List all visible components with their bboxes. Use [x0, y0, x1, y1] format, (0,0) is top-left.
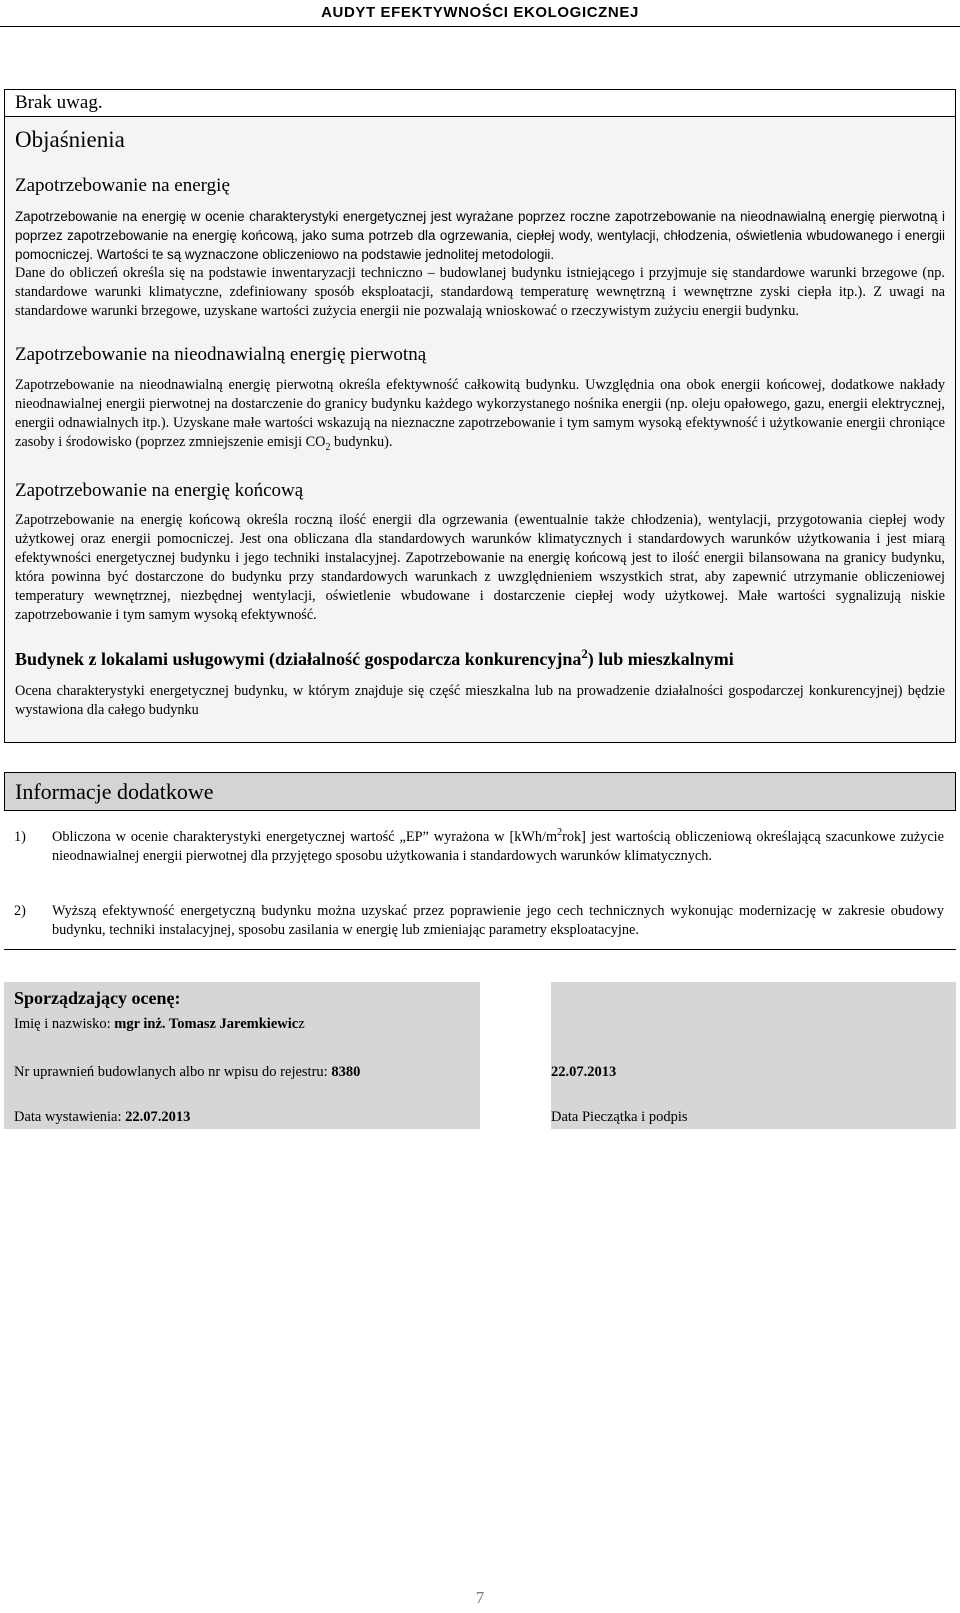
license-value: 8380 [331, 1064, 361, 1080]
mixed-building-heading-sup: 2 [581, 647, 588, 661]
list-item-number: 2) [14, 903, 26, 919]
energy-demand-text-serif-content: Dane do obliczeń określa się na podstawie inwentaryzacji techniczno – budowlanej budynku istniejącego i przyjmuje się standardowe warunki brzegowe (np. standardowe warunki klimatyczne, zdefiniowany sposób eksploatacji, standardową temperaturę wewnętrzną i wewnętrzne zyski ciepła itp.). Z uwagi na standardowe warunki brzegowe, uzyskane wartości zużycia energii nie pozwalają wnioskować o rzeczywistym zużyciu energii budynku. [15, 265, 945, 319]
mixed-building-heading-part2: ) lub mieszkalnymi [587, 649, 734, 669]
energy-demand-text-serif [15, 264, 945, 321]
mixed-building-heading-part1: Budynek z lokalami usługowymi (działalność gospodarcza konkurencyjna [15, 649, 582, 669]
unit-superscript: 2 [557, 827, 563, 839]
list-item-text: Wyższą efektywność energetyczną budynku można uzyskać przez poprawienie jego cech technicznych wykonując modernizację w zakresie obudowy budynku, techniki instalacyjnej, sposobu zasilania w energię lub zmieniając parametry eksploatacyjne. [52, 903, 944, 938]
additional-info-list [4, 811, 956, 938]
license-line [14, 1064, 360, 1081]
energy-demand-heading: Zapotrzebowanie na energię [15, 175, 230, 196]
list-item-number: 1) [14, 829, 26, 845]
page-number: 7 [475, 1588, 485, 1607]
header-divider [0, 26, 960, 27]
assessor-name-label: Imię i nazwisko: [14, 1016, 115, 1032]
issue-date-line [14, 1109, 190, 1126]
co2-subscript: 2 [325, 441, 331, 453]
section-divider [4, 949, 956, 950]
stamp-caption: Data Pieczątka i podpis [551, 1109, 688, 1125]
stamp-date: 22.07.2013 [551, 1064, 617, 1080]
document-header-title: AUDYT EFEKTYWNOŚCI EKOLOGICZNEJ [321, 4, 639, 21]
primary-energy-heading: Zapotrzebowanie na nieodnawialną energię pierwotną [15, 344, 427, 365]
explanations-title: Objaśnienia [15, 127, 125, 152]
primary-energy-text-part1: Zapotrzebowanie na nieodnawialną energię pierwotną określa efektywność całkowitą budynku. Uwzględnia ona obok energii końcowej, dodatkowe nakłady nieodnawialnej energii pierwotnej na dostarczenie do granicy budynku każdego wykorzystanego nośnika energii (np. oleju opałowego, gazu, energii elektrycznej, energii odnawialnych itp.). Uzyskane małe wartości wskazują na nieznaczne zapotrzebowanie i tym samym wysoką efektywność i użytkowanie energii chroniące zasoby i środowisko (poprzez zmniejszenie emisji CO [15, 377, 945, 450]
signature-left-panel [4, 982, 480, 1129]
additional-info-title: Informacje dodatkowe [4, 772, 956, 811]
assessor-name-tail: z [298, 1016, 305, 1032]
mixed-building-heading [15, 647, 734, 671]
issue-date-value: 22.07.2013 [125, 1109, 191, 1125]
energy-demand-text-sans: Zapotrzebowanie na energię w ocenie charakterystyki energetycznej jest wyrażane poprzez roczne zapotrzebowanie na nieodnawialną energię pierwotną i poprzez zapotrzebowanie na energię końcową, jako suma potrzeb dla ogrzewania, ciepłej wody, wentylacji, chłodzenia, oświetlenia wbudowanego i energii pomocniczej. Wartości te są wyznaczone obliczeniowo na podstawie jednolitej metodologii. [15, 209, 945, 262]
list-item-text-part1: Obliczona w ocenie charakterystyki energetycznej wartość „EP” wyrażona w [kWh/m [52, 829, 558, 845]
assessor-name-line [14, 1016, 305, 1033]
primary-energy-text-part2: budynku). [330, 434, 393, 450]
signature-heading: Sporządzający ocenę: [14, 988, 181, 1008]
primary-energy-text [15, 376, 945, 452]
remarks-and-explanations-box [4, 89, 956, 743]
final-energy-heading: Zapotrzebowanie na energię końcową [15, 480, 304, 501]
license-label: Nr uprawnień budowlanych albo nr wpisu do rejestru: [14, 1064, 332, 1080]
mixed-building-text: Ocena charakterystyki energetycznej budynku, w którym znajduje się część mieszkalna lub na prowadzenie działalności gospodarczej konkurencyjnej) będzie wystawiona dla całego budynku [15, 683, 945, 718]
assessor-name-value: mgr inż. Tomasz Jaremkiewic [114, 1016, 299, 1032]
signature-right-panel [551, 982, 956, 1129]
issue-date-label: Data wystawienia: [14, 1109, 126, 1125]
list-item-text-part2: rok] jest wartością obliczeniową określającą szacunkowe zużycie nieodnawialnej energii pierwotnej dla przyjętego sposobu użytkowania i standardowych warunków klimatycznych. [52, 829, 944, 864]
list-item-text [52, 828, 944, 866]
remarks-text: Brak uwag. [15, 92, 103, 113]
explanations-section [5, 116, 955, 742]
final-energy-text: Zapotrzebowanie na energię końcową określa roczną ilość energii dla ogrzewania (ewentualnie także chłodzenia), wentylacji, przygotowania ciepłej wody użytkowej oraz energii pomocniczej. Jest ona obliczana dla standardowych warunków klimatycznych i standardowych warunków użytkowania i jest miarą efektywności energetycznej budynku i jego techniki instalacyjnej. Zapotrzebowanie na energię końcową jest to ilość energii bilansowana na granicy budynku, która powinna być dostarczone do budynku przy standardowych warunkach z uwzględnieniem wszystkich strat, aby zapewnić utrzymanie obliczeniowej temperatury wewnętrznej, niezbędnej wentylacji, oświetlenie wbudowane i dostarczenie ciepłej wody użytkowej. Małe wartości sygnalizują niskie zapotrzebowanie i tym samym wysoką efektywność. [15, 512, 945, 623]
